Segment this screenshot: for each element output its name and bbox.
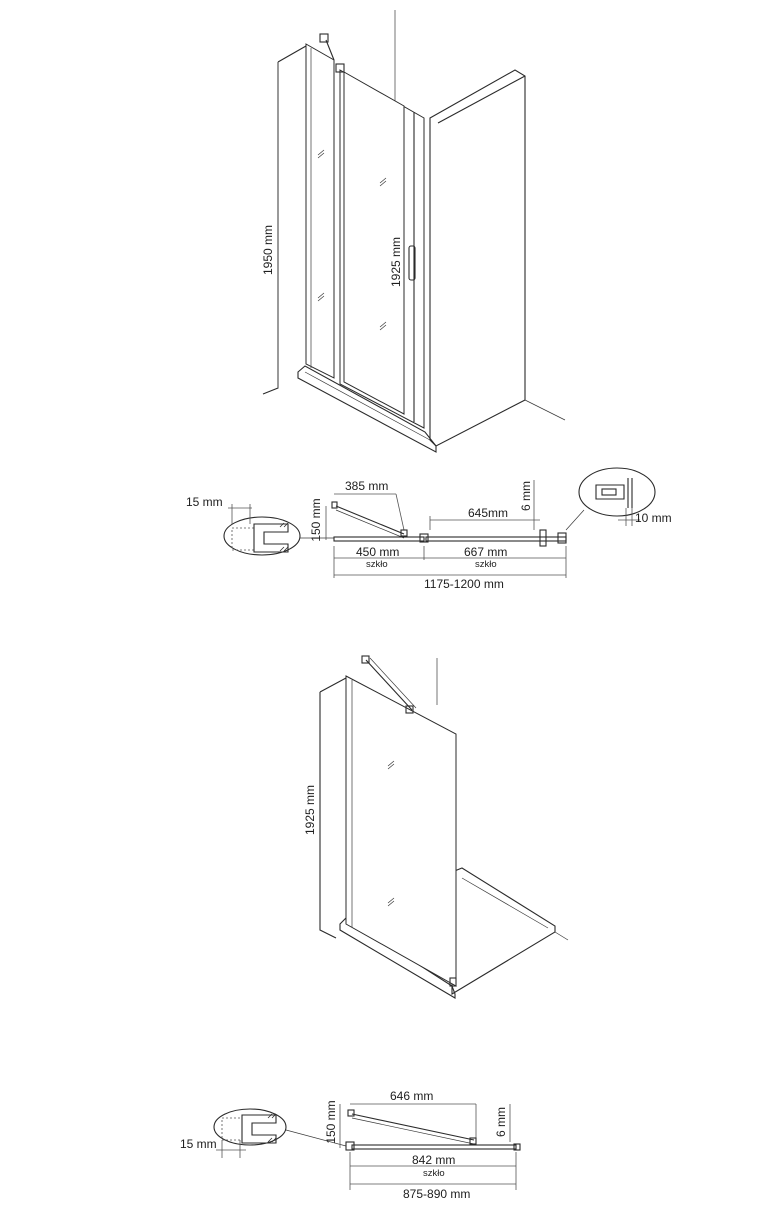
detail-left-label-2: 15 mm <box>180 1137 217 1151</box>
detail-bubble-right <box>579 468 655 516</box>
fixed-panel-span-label: 645mm <box>468 506 509 520</box>
detail-left-label: 15 mm <box>186 495 223 509</box>
glass-thickness-label-2: 6 mm <box>494 1107 508 1137</box>
stabiliser-bar <box>336 506 404 534</box>
glass-b-note: szkło <box>475 559 497 570</box>
detail-bubble-left <box>224 517 300 555</box>
bar-length-label-2: 646 mm <box>390 1089 434 1103</box>
glass-thickness-label: 6 mm <box>519 481 533 511</box>
stabiliser-bar-2 <box>352 1114 474 1140</box>
fixed-glass-panel <box>306 44 334 378</box>
height-door-label: 1925 mm <box>389 236 403 288</box>
walk-in-glass-panel <box>346 676 456 986</box>
plan-view-panel <box>180 1089 520 1201</box>
depth-bar-label: 150 mm <box>309 498 323 542</box>
glass-a-note-2: szkło <box>423 1168 445 1179</box>
total-width-label-2: 875-890 mm <box>403 1187 471 1201</box>
glass-b-label: 667 mm <box>464 545 508 559</box>
panel-height-label: 1925 mm <box>303 784 317 836</box>
bar-length-label: 385 mm <box>345 479 389 493</box>
isometric-door-view <box>261 10 565 452</box>
isometric-panel-view <box>303 656 568 998</box>
glass-a-note: szkło <box>366 559 388 570</box>
height-total-label: 1950 mm <box>261 224 275 276</box>
depth-bar-label-2: 150 mm <box>324 1100 338 1144</box>
glass-a-label: 450 mm <box>356 545 400 559</box>
total-width-label: 1175-1200 mm <box>424 577 504 591</box>
glass-a-label-2: 842 mm <box>412 1153 456 1167</box>
plan-view-door <box>186 468 672 591</box>
detail-right-label: 10 mm <box>635 511 672 525</box>
